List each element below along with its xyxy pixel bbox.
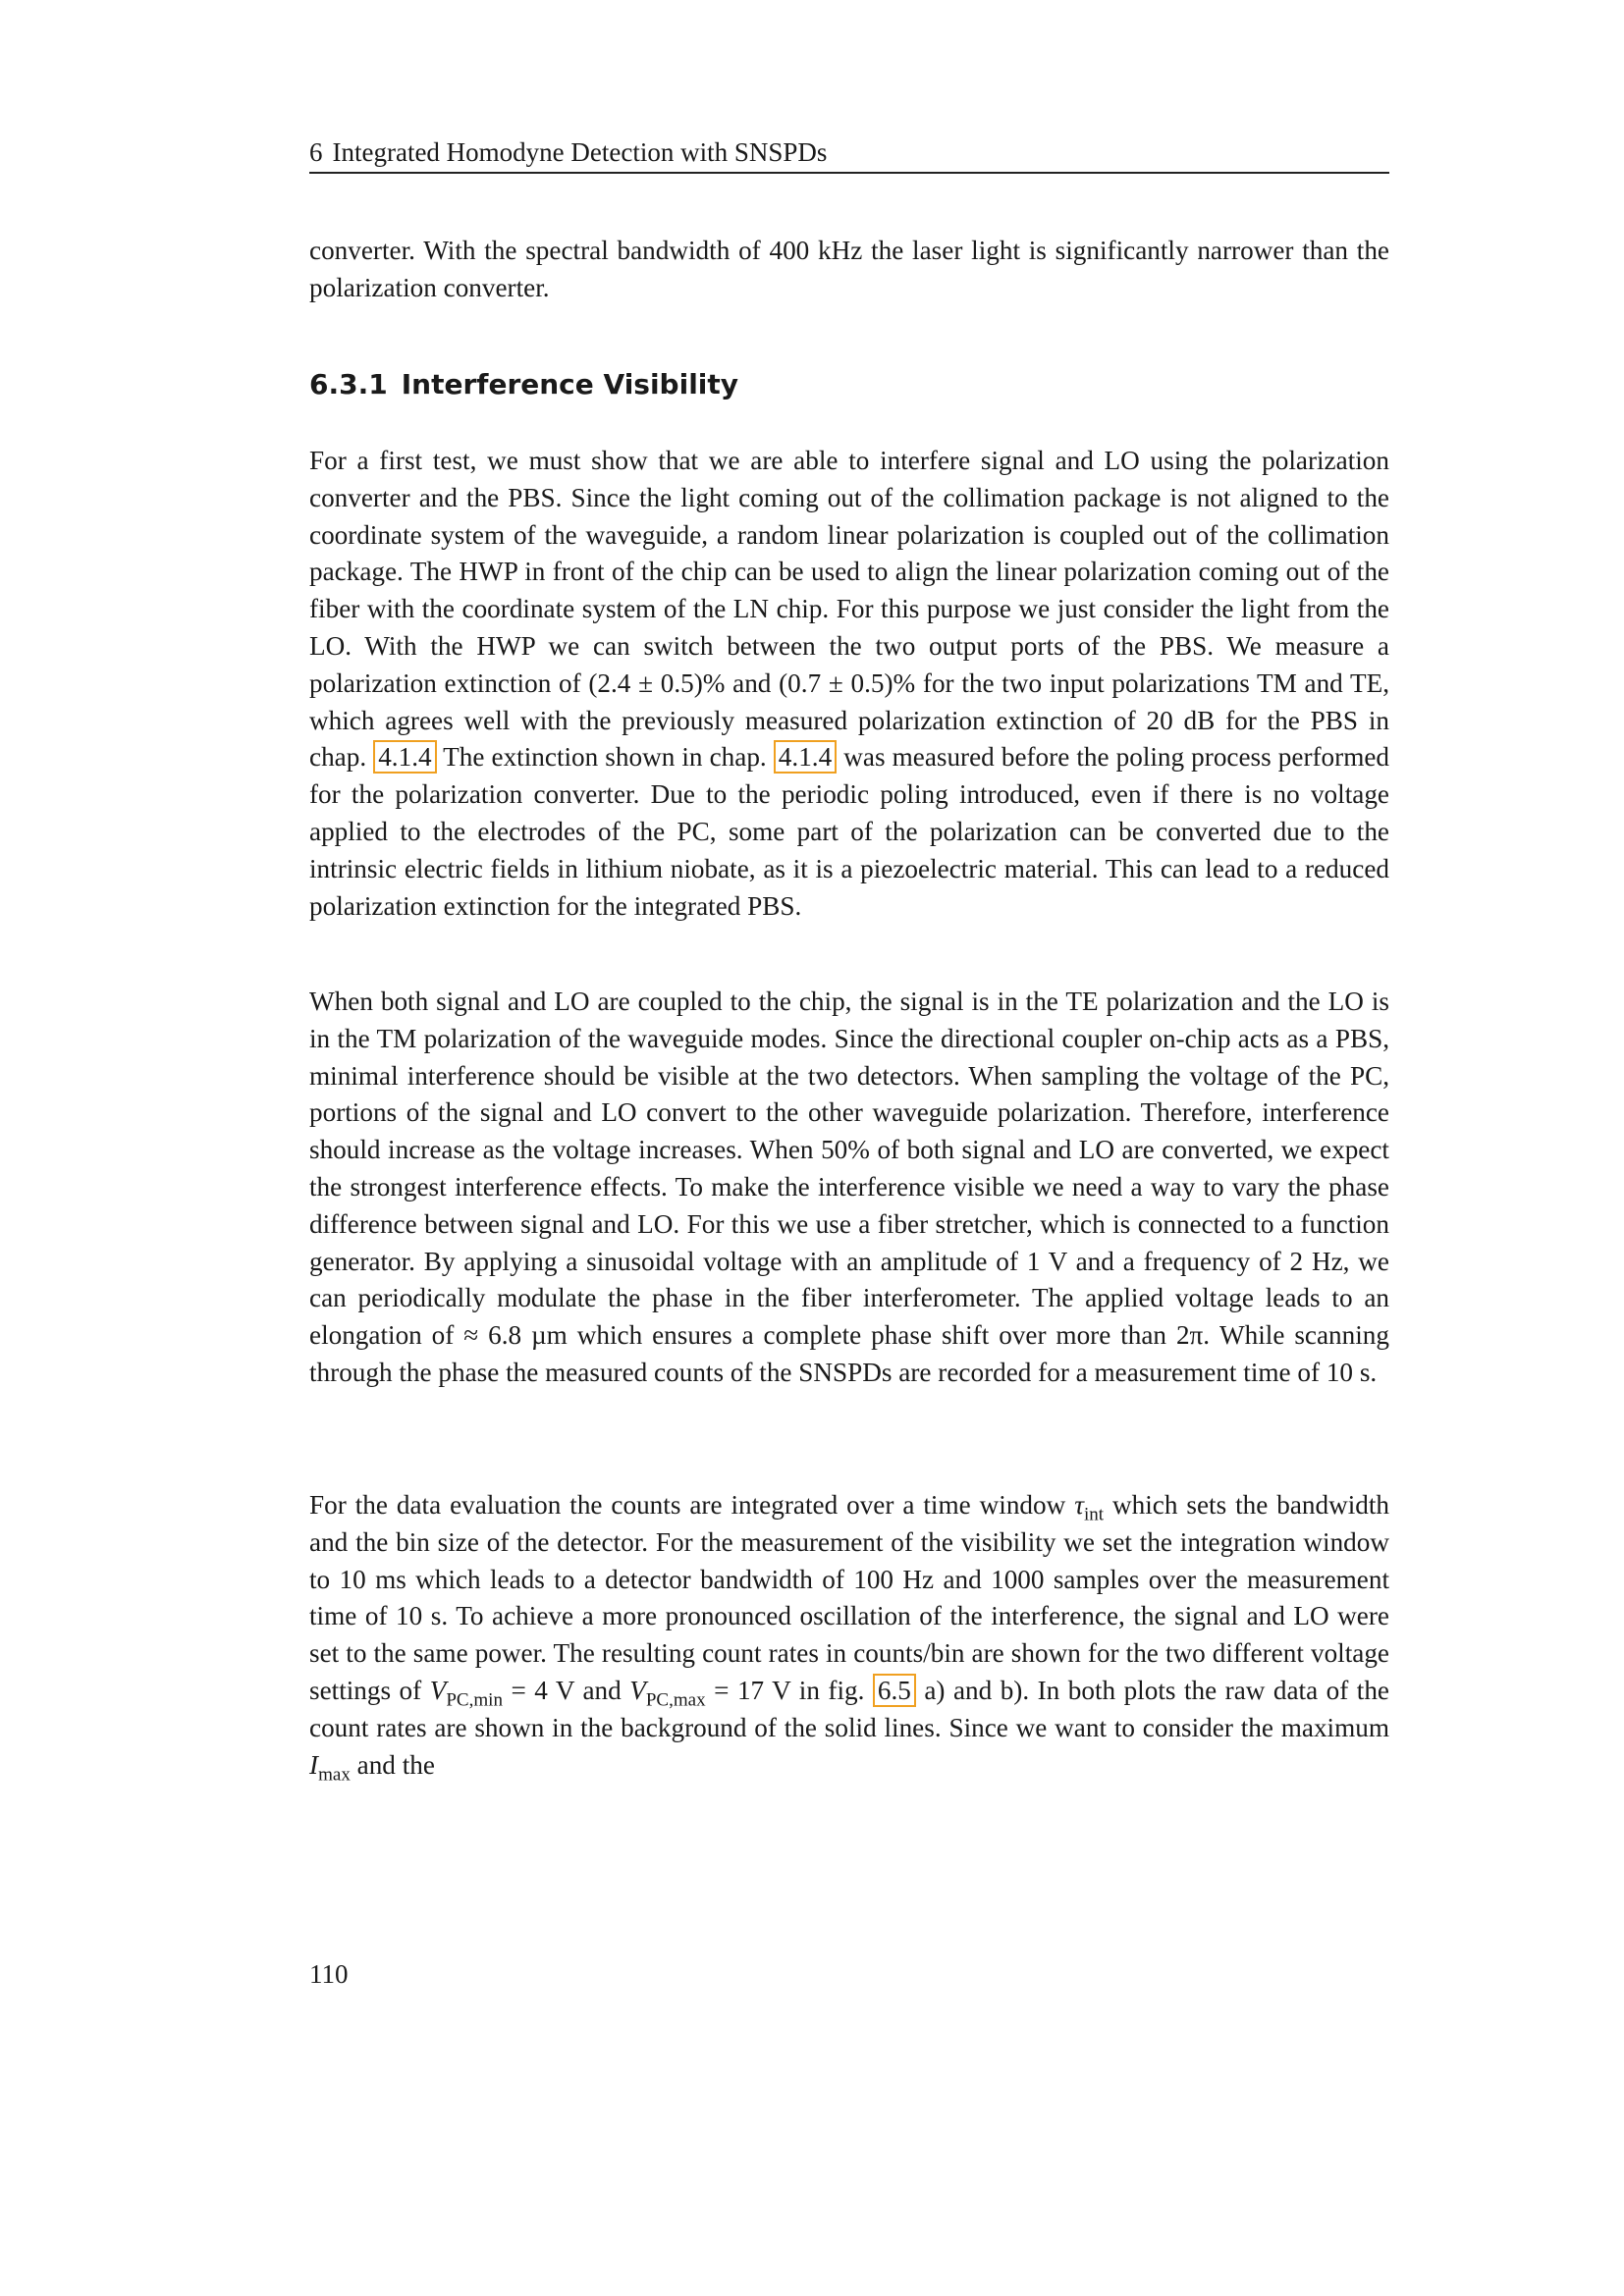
intro-paragraph bbox=[309, 233, 1389, 307]
paragraph-3-text bbox=[309, 1487, 1389, 1784]
paragraph-1-text-a: For a first test, we must show that we are able to interfere signal and LO using the polarization converter and the PBS. Since the light coming out of the collimation package is not aligned to the coordinate system of the waveguide, a random linear polarization is coupled out of the collimation package. The HWP in front of the chip can be used to align the linear polarization coming out of the fiber with the coordinate system of the LN chip. For this purpose we just consider the light from the LO. With the HWP we can switch between the two output ports of the PBS. We measure a polarization extinction of (2.4 ± 0.5)% and (0.7 ± 0.5)% for the two input polarizations TM and TE, which agrees well with the previously measured polarization extinction of 20 dB for the PBS in chap. bbox=[309, 446, 1389, 773]
tau-symbol: τ bbox=[1074, 1490, 1084, 1520]
v-pc-max-subscript: PC,max bbox=[645, 1689, 706, 1711]
section-heading bbox=[309, 365, 738, 404]
paragraph-3-text-c: a) and b). In both plots the raw data of the count rates are shown in the background of the solid lines. Since we want to consider the maximum bbox=[309, 1675, 1389, 1742]
v-pc-max-value: = 17 V in fig. bbox=[714, 1675, 865, 1705]
v-pc-min-value: = 4 V and bbox=[511, 1675, 622, 1705]
v-pc-min-subscript: PC,min bbox=[446, 1689, 503, 1711]
intro-paragraph-text: converter. With the spectral bandwidth of 400 kHz the laser light is significantly narrower than the polarization converter. bbox=[309, 236, 1389, 302]
running-header bbox=[309, 134, 1389, 174]
paragraph-3-text-d: and the bbox=[356, 1749, 435, 1780]
paragraph-3 bbox=[309, 1487, 1389, 1784]
chapter-ref-link[interactable]: 4.1.4 bbox=[373, 740, 436, 774]
paragraph-1-text bbox=[309, 443, 1389, 925]
paragraph-3-text-a: For the data evaluation the counts are integrated over a time window bbox=[309, 1490, 1066, 1520]
i-max-symbol: I bbox=[309, 1749, 319, 1780]
section-title: Interference Visibility bbox=[401, 368, 739, 400]
chapter-number: 6 bbox=[309, 137, 323, 167]
paragraph-1 bbox=[309, 443, 1389, 925]
chapter-title: Integrated Homodyne Detection with SNSPDs bbox=[332, 137, 828, 167]
figure-ref-link[interactable]: 6.5 bbox=[873, 1674, 916, 1707]
paragraph-2-text: When both signal and LO are coupled to the chip, the signal is in the TE polarization and the LO is in the TM polarization of the waveguide modes. Since the directional coupler on-chip acts as a PBS, minimal interference should be visible at the two detectors. When sampling the voltage of the PC, portions of the signal and LO convert to the other waveguide polarization. Therefore, interference should increase as the voltage increases. When 50% of both signal and LO are converted, we expect the strongest interference effects. To make the interference visible we need a way to vary the phase difference between signal and LO. For this we use a fiber stretcher, which is connected to a function generator. By applying a sinusoidal voltage with an amplitude of 1 V and a frequency of 2 Hz, we can periodically modulate the phase in the fiber interferometer. The applied voltage leads to an elongation of ≈ 6.8 µm which ensures a complete phase shift over more than 2π. While scanning through the phase the measured counts of the SNSPDs are recorded for a measurement time of 10 s. bbox=[309, 987, 1389, 1387]
v-pc-max-symbol: V bbox=[629, 1675, 646, 1705]
v-pc-min-symbol: V bbox=[429, 1675, 447, 1705]
section-number: 6.3.1 bbox=[309, 368, 388, 400]
paragraph-1-text-b: The extinction shown in chap. bbox=[443, 742, 767, 773]
paragraph-3-text-b: which sets the bandwidth and the bin size of the detector. For the measurement of the visibility we set the integration window to 10 ms which leads to a detector bandwidth of 100 Hz and 1000 samples over the measurement time of 10 s. To achieve a more pronounced oscillation of the interference, the signal and LO were set to the same power. The resulting count rates in counts/bin are shown for the two different voltage settings of bbox=[309, 1490, 1390, 1705]
page-number: 110 bbox=[309, 1959, 349, 1989]
paragraph-2 bbox=[309, 984, 1389, 1392]
i-max-subscript: max bbox=[318, 1764, 351, 1786]
paragraph-1-text-c: was measured before the poling process performed for the polarization converter. Due to the periodic poling introduced, even if there is no voltage applied to the electrodes of the PC, some part of the polarization can be converted due to the intrinsic electric fields in lithium niobate, as it is a piezoelectric material. This can lead to a reduced polarization extinction for the integrated PBS. bbox=[309, 742, 1390, 921]
chapter-ref-link[interactable]: 4.1.4 bbox=[774, 740, 837, 774]
tau-subscript: int bbox=[1083, 1504, 1105, 1525]
